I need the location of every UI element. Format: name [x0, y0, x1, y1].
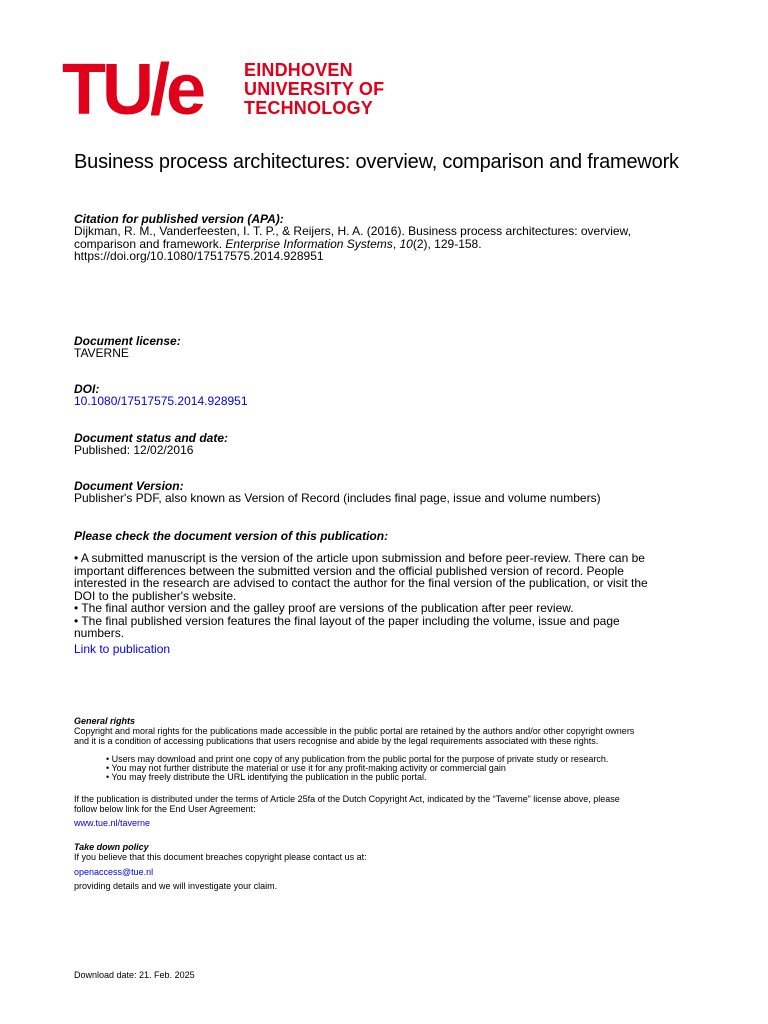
check-line: important differences between the submitted version and the official published version of record. People: [74, 563, 624, 578]
check-text: [74, 552, 714, 640]
citation-journal: Enterprise Information Systems: [225, 236, 393, 251]
check-line: • The final author version and the galley proof are versions of the publication after peer review.: [74, 601, 574, 615]
logo-line-3: TECHNOLOGY: [244, 98, 374, 118]
check-label: Please check the document version of this publication:: [74, 529, 389, 543]
version-value: Publisher's PDF, also known as Version of Record (includes final page, issue and volume numbers): [74, 491, 601, 505]
taverne-text: [74, 794, 734, 814]
link-to-publication[interactable]: Link to publication: [74, 642, 171, 656]
rights-bullet: • You may freely distribute the URL identifying the publication in the public portal.: [106, 772, 427, 783]
citation-doi-url: https://doi.org/10.1080/17517575.2014.928951: [74, 249, 324, 263]
license-label: Document license:: [74, 334, 181, 348]
status-label: Document status and date:: [74, 431, 229, 445]
citation-label: Citation for published version (APA):: [74, 212, 284, 226]
rights-bullets: [106, 755, 726, 783]
license-value: TAVERNE: [74, 346, 129, 360]
takedown-line-1: If you believe that this document breaches copyright please contact us at:: [74, 852, 367, 862]
rights-bullet: • Users may download and print one copy of any publication from the public portal for the purpose of private study or research.: [106, 754, 609, 764]
taverne-line-1: If the publication is distributed under the terms of Article 25fa of the Dutch Copyright Act, indicated by the “Taverne” license above, please: [74, 794, 620, 804]
document-title: Business process architectures: overview, comparison and framework: [74, 151, 679, 173]
takedown-label: Take down policy: [74, 842, 149, 852]
rights-line-2: and it is a condition of accessing publications that users recognise and abide by the legal requirements associated with these rights.: [74, 736, 599, 746]
doi-label: DOI:: [74, 382, 100, 396]
logo-line-2: UNIVERSITY OF: [244, 79, 385, 99]
takedown-email[interactable]: openaccess@tue.nl: [74, 867, 154, 877]
rights-bullet: • You may not further distribute the material or use it for any profit-making activity or commercial gain: [106, 763, 506, 774]
doi-link[interactable]: 10.1080/17517575.2014.928951: [74, 394, 248, 408]
rights-text: [74, 726, 734, 746]
download-date: Download date: 21. Feb. 2025: [74, 970, 195, 980]
version-label: Document Version:: [74, 479, 184, 493]
taverne-line-2: follow below link for the End User Agreement:: [74, 804, 256, 814]
check-line: interested in the research are advised to contact the author for the final version of the publication, or visit the: [74, 576, 648, 590]
rights-label: General rights: [74, 716, 136, 726]
logo-line-1: EINDHOVEN: [244, 60, 353, 80]
check-line: numbers.: [74, 626, 125, 640]
citation-issue-pages: (2), 129-158.: [412, 236, 482, 251]
citation-title-cont: comparison and framework.: [74, 236, 226, 251]
takedown-line-2: providing details and we will investigate your claim.: [74, 881, 278, 891]
status-value: Published: 12/02/2016: [74, 443, 194, 457]
rights-line-1: Copyright and moral rights for the publications made accessible in the public portal are retained by the authors and/or other copyright owners: [74, 726, 635, 736]
check-line: • The final published version features the final layout of the paper including the volume, issue and page: [74, 613, 620, 628]
citation-sep: ,: [392, 236, 400, 251]
citation-volume: 10: [399, 236, 413, 251]
check-line: • A submitted manuscript is the version of the article upon submission and before peer-review. There can be: [74, 551, 645, 565]
check-line: DOI to the publisher's website.: [74, 588, 237, 603]
tue-logo-mark: [62, 56, 232, 126]
svg-text:TU/e: TU/e: [62, 56, 203, 126]
citation-text: [74, 225, 714, 263]
citation-authors: Dijkman, R. M., Vanderfeesten, I. T. P., & Reijers, H. A. (2016). Business process architectures: overview,: [74, 224, 631, 238]
taverne-link[interactable]: www.tue.nl/taverne: [74, 818, 151, 828]
